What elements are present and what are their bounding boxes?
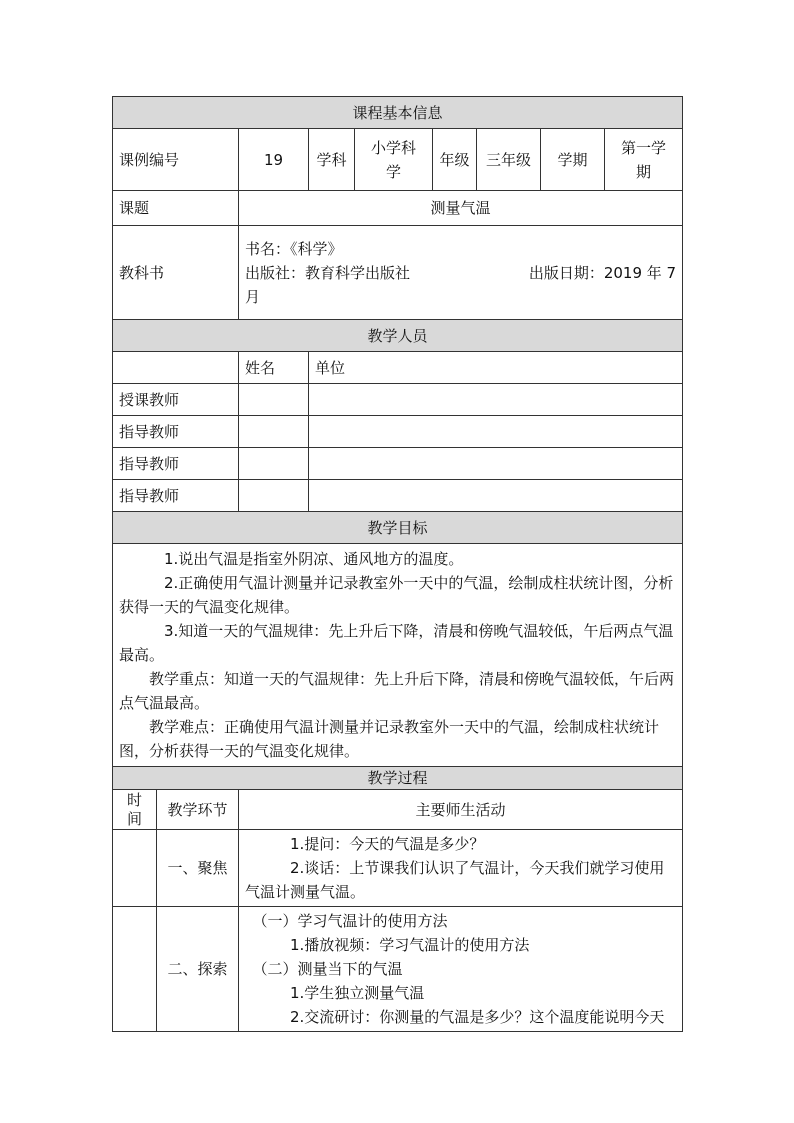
staff-name [239, 480, 309, 512]
grade-value: 三年级 [477, 129, 541, 191]
staff-row [113, 480, 683, 512]
staff-name-col: 姓名 [239, 352, 309, 384]
subject-value [355, 129, 433, 191]
time-col [113, 790, 157, 830]
book-name: 书名：《科学》 [245, 239, 343, 258]
staff-role: 指导教师 [113, 448, 239, 480]
activity-line: 1.提问：今天的气温是多少？ [290, 835, 485, 853]
staff-row [113, 384, 683, 416]
time-col-line2: 间 [126, 809, 142, 828]
goal-item: 3.知道一天的气温规律：先上升后下降，清晨和傍晚气温较低，午后两点气温最高。 [119, 622, 674, 664]
activity-subheading: （二）测量当下的气温 [252, 960, 403, 978]
activity-line: 1.播放视频：学习气温计的使用方法 [290, 936, 530, 954]
process-columns-row [113, 790, 683, 830]
staff-header-row [113, 320, 683, 352]
topic-label: 课题 [113, 191, 239, 226]
staff-row [113, 448, 683, 480]
time-col-line1: 时 [126, 790, 142, 809]
subject-label: 学科 [309, 129, 355, 191]
stage-row [113, 907, 683, 1032]
term-value-line1: 第一学 [621, 138, 667, 157]
goals-content [113, 544, 683, 767]
subject-value-line2: 学 [385, 162, 401, 181]
process-header-row [113, 767, 683, 790]
staff-unit [309, 416, 683, 448]
goals-content-row [113, 544, 683, 767]
activity-subheading: （一）学习气温计的使用方法 [252, 912, 448, 930]
basic-info-header: 课程基本信息 [113, 97, 683, 129]
activity-line: 2.交流研讨：你测量的气温是多少？这个温度能说明今天 [290, 1008, 665, 1026]
key-point: 教学重点：知道一天的气温规律：先上升后下降，清晨和傍晚气温较低，午后两点气温最高。 [119, 670, 675, 712]
stage-activity [239, 907, 683, 1032]
difficulty: 教学难点：正确使用气温计测量并记录教室外一天中的气温，绘制成柱状统计图，分析获得一天的气温变化规律。 [119, 718, 660, 760]
subject-value-line1: 小学科 [370, 138, 416, 157]
term-value-line2: 期 [636, 162, 652, 181]
goal-item: 1.说出气温是指室外阴凉、通风地方的温度。 [164, 550, 464, 568]
activity-line: 2.谈话：上节课我们认识了气温计，今天我们就学习使用气温计测量气温。 [245, 859, 665, 901]
stage-activity [239, 830, 683, 907]
staff-role: 授课教师 [113, 384, 239, 416]
stage-time [113, 907, 157, 1032]
textbook-label: 教科书 [113, 226, 239, 320]
textbook-info [239, 226, 683, 320]
course-info-table [112, 96, 683, 1032]
topic-row [113, 191, 683, 226]
staff-role-col [113, 352, 239, 384]
stage-col: 教学环节 [157, 790, 239, 830]
term-label: 学期 [541, 129, 605, 191]
staff-name [239, 448, 309, 480]
grade-label: 年级 [433, 129, 477, 191]
publish-date-cont: 月 [245, 287, 261, 306]
term-value [605, 129, 683, 191]
topic-value: 测量气温 [239, 191, 683, 226]
basic-info-header-row [113, 97, 683, 129]
staff-name [239, 416, 309, 448]
staff-name [239, 384, 309, 416]
textbook-row [113, 226, 683, 320]
staff-row [113, 416, 683, 448]
staff-unit [309, 384, 683, 416]
staff-role: 指导教师 [113, 416, 239, 448]
course-id-label: 课例编号 [113, 129, 239, 191]
staff-unit [309, 448, 683, 480]
staff-header: 教学人员 [113, 320, 683, 352]
goal-item: 2.正确使用气温计测量并记录教室外一天中的气温，绘制成柱状统计图，分析获得一天的气温变化规律。 [119, 574, 674, 616]
stage-name: 一、聚焦 [157, 830, 239, 907]
course-id-row [113, 129, 683, 191]
stage-time [113, 830, 157, 907]
publisher: 出版社：教育科学出版社 [245, 263, 411, 282]
staff-columns-row [113, 352, 683, 384]
staff-unit [309, 480, 683, 512]
course-id-value: 19 [239, 129, 309, 191]
goals-header: 教学目标 [113, 512, 683, 544]
process-header: 教学过程 [113, 767, 683, 790]
staff-unit-col: 单位 [309, 352, 683, 384]
goals-header-row [113, 512, 683, 544]
staff-role: 指导教师 [113, 480, 239, 512]
publisher-line [245, 261, 676, 285]
publish-date: 出版日期：2019 年 7 [528, 263, 677, 282]
stage-row [113, 830, 683, 907]
stage-name: 二、探索 [157, 907, 239, 1032]
activity-col: 主要师生活动 [239, 790, 683, 830]
activity-line: 1.学生独立测量气温 [290, 984, 425, 1002]
